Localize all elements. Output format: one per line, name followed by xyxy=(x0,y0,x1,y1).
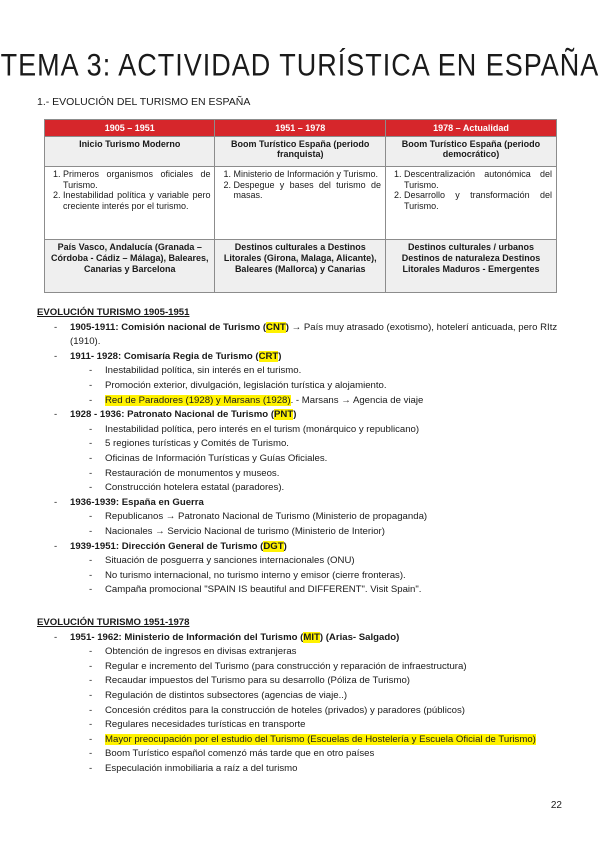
items-cell xyxy=(385,167,556,240)
list-item: - Obtención de ingresos en divisas extranjeras xyxy=(37,645,562,660)
timeline-table xyxy=(44,119,557,293)
list-item: - Inestabilidad política, pero interés en el turism (monárquico y republicano) xyxy=(37,423,562,438)
list-item: - Situación de posguerra y sanciones internacionales (ONU) xyxy=(37,554,562,569)
list-item: - 1951- 1962: Ministerio de Información del Turismo (MIT) (Arias- Salgado) xyxy=(37,631,562,646)
list-item: - Boom Turístico español comenzó más tarde que en otro países xyxy=(37,747,562,762)
list-item: - Recaudar impuestos del Turismo para su desarrollo (Póliza de Turismo) xyxy=(37,674,562,689)
list-item: 2. Desarrollo y transformación del Turismo. xyxy=(404,190,552,211)
section-heading: EVOLUCIÓN TURISMO 1951-1978 xyxy=(37,617,190,628)
list-item: - Mayor preocupación por el estudio del Turismo (Escuelas de Hostelería y Escuela Oficial de Turismo) xyxy=(37,733,562,748)
list-item: - Restauración de monumentos y museos. xyxy=(37,467,562,482)
section-heading: 1.- EVOLUCIÓN DEL TURISMO EN ESPAÑA xyxy=(37,96,251,108)
section-heading: EVOLUCIÓN TURISMO 1905-1951 xyxy=(37,307,190,318)
list-item: - Inestabilidad política, sin interés en el turismo. xyxy=(37,364,562,379)
period-header: 1905 – 1951 xyxy=(45,120,215,137)
list-item: 1. Descentralización autonómica del Turismo. xyxy=(404,169,552,190)
list-item: - Republicanos → Patronato Nacional de Turismo (Ministerio de propaganda) xyxy=(37,510,562,525)
list-item: - Red de Paradores (1928) y Marsans (1928). - Marsans → Agencia de viaje xyxy=(37,394,562,409)
list-item: - No turismo internacional, no turismo interno y emisor (cierre fronteras). xyxy=(37,569,562,584)
phase-cell: Boom Turístico España (periodo franquista) xyxy=(215,137,385,167)
page-number: 22 xyxy=(550,800,562,811)
destinations-cell: Destinos culturales / urbanos Destinos de naturaleza Destinos Litorales Maduros - Emergentes xyxy=(385,240,556,293)
list-item: - Nacionales → Servicio Nacional de turismo (Ministerio de Interior) xyxy=(37,525,562,540)
list-item: - Regulares necesidades turísticas en transporte xyxy=(37,718,562,733)
list-item: - Especulación inmobiliaria a raíz a del turismo xyxy=(37,762,562,777)
items-cell xyxy=(45,167,215,240)
list-item: - 1928 - 1936: Patronato Nacional de Turismo (PNT) xyxy=(37,408,562,423)
list-item: - 1936-1939: España en Guerra xyxy=(37,496,562,511)
list-item: - Regular e incremento del Turismo (para construcción y reparación de infraestructura) xyxy=(37,660,562,675)
period-header: 1951 – 1978 xyxy=(215,120,385,137)
list-item: - 1905-1911: Comisión nacional de Turismo (CNT) → País muy atrasado (exotismo), hotelerí anticuada, pero RItz (1910). xyxy=(37,321,562,350)
list-item: - Construcción hotelera estatal (paradores). xyxy=(37,481,562,496)
phase-cell: Inicio Turismo Moderno xyxy=(45,137,215,167)
outline-1951-1978 xyxy=(37,616,562,777)
list-item: 2. Despegue y bases del turismo de masas. xyxy=(233,180,380,201)
page-title: TEMA 3: ACTIVIDAD TURÍSTICA EN ESPAÑA xyxy=(0,47,600,83)
list-item: - Campaña promocional "SPAIN IS beautiful and DIFFERENT". Visit Spain". xyxy=(37,583,562,598)
items-cell xyxy=(215,167,385,240)
phase-cell: Boom Turístico España (periodo democrático) xyxy=(385,137,556,167)
destinations-cell: Destinos culturales a Destinos Litorales (Girona, Malaga, Alicante), Baleares (Mallorca) y Canarias xyxy=(215,240,385,293)
outline-1905-1951 xyxy=(37,306,562,598)
list-item: 2. Inestabilidad política y variable pero creciente interés por el turismo. xyxy=(63,190,210,211)
destinations-cell: País Vasco, Andalucía (Granada – Córdoba - Cádiz – Málaga), Baleares, Canarias y Barcelona xyxy=(45,240,215,293)
list-item: - 1911- 1928: Comisaría Regia de Turismo (CRT) xyxy=(37,350,562,365)
list-item: - 5 regiones turísticas y Comités de Turismo. xyxy=(37,437,562,452)
list-item: - Oficinas de Información Turísticas y Guías Oficiales. xyxy=(37,452,562,467)
list-item: - 1939-1951: Dirección General de Turismo (DGT) xyxy=(37,540,562,555)
list-item: 1. Primeros organismos oficiales de Turismo. xyxy=(63,169,210,190)
list-item: - Regulación de distintos subsectores (agencias de viaje..) xyxy=(37,689,562,704)
list-item: - Concesión créditos para la construcción de hoteles (privados) y paradores (públicos) xyxy=(37,704,562,719)
period-header: 1978 – Actualidad xyxy=(385,120,556,137)
list-item: 1. Ministerio de Información y Turismo. xyxy=(233,169,380,180)
list-item: - Promoción exterior, divulgación, legislación turística y alojamiento. xyxy=(37,379,562,394)
